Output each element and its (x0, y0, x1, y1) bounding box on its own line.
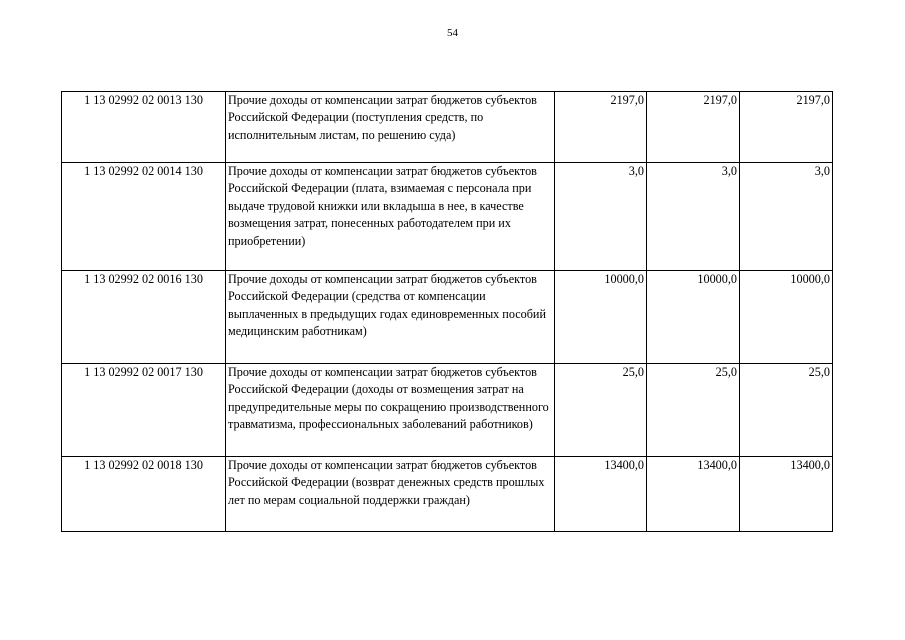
amount-cell: 25,0 (555, 364, 647, 457)
table-row (62, 271, 833, 364)
revenue-code: 1 13 02992 02 0014 130 (62, 163, 226, 271)
amount-cell: 13400,0 (555, 457, 647, 532)
page-number: 54 (447, 27, 458, 39)
revenue-description: Прочие доходы от компенсации затрат бюджетов субъектов Российской Федерации (доходы от возмещения затрат на предупредительные меры по сокращению производственного травматизма, профессиональных заболеваний работников) (226, 364, 555, 457)
revenue-code: 1 13 02992 02 0016 130 (62, 271, 226, 364)
table-row (62, 457, 833, 532)
revenue-description: Прочие доходы от компенсации затрат бюджетов субъектов Российской Федерации (плата, взимаемая с персонала при выдаче трудовой книжки или вкладыша в нее, в качестве возмещения затрат, понесенных работодателем при их приобретении) (226, 163, 555, 271)
amount-cell: 13400,0 (647, 457, 740, 532)
table-row (62, 163, 833, 271)
revenue-description: Прочие доходы от компенсации затрат бюджетов субъектов Российской Федерации (поступления средств, по исполнительным листам, по решению суда) (226, 92, 555, 163)
budget-revenue-table (61, 91, 833, 532)
revenue-description: Прочие доходы от компенсации затрат бюджетов субъектов Российской Федерации (средства от компенсации выплаченных в предыдущих годах единовременных пособий медицинским работникам) (226, 271, 555, 364)
revenue-code: 1 13 02992 02 0017 130 (62, 364, 226, 457)
table-row (62, 92, 833, 163)
amount-cell: 2197,0 (555, 92, 647, 163)
revenue-code: 1 13 02992 02 0018 130 (62, 457, 226, 532)
amount-cell: 2197,0 (647, 92, 740, 163)
amount-cell: 10000,0 (740, 271, 833, 364)
amount-cell: 3,0 (647, 163, 740, 271)
amount-cell: 25,0 (647, 364, 740, 457)
amount-cell: 3,0 (740, 163, 833, 271)
amount-cell: 10000,0 (555, 271, 647, 364)
amount-cell: 2197,0 (740, 92, 833, 163)
amount-cell: 13400,0 (740, 457, 833, 532)
revenue-code: 1 13 02992 02 0013 130 (62, 92, 226, 163)
amount-cell: 10000,0 (647, 271, 740, 364)
amount-cell: 25,0 (740, 364, 833, 457)
amount-cell: 3,0 (555, 163, 647, 271)
table-row (62, 364, 833, 457)
revenue-description: Прочие доходы от компенсации затрат бюджетов субъектов Российской Федерации (возврат денежных средств прошлых лет по мерам социальной поддержки граждан) (226, 457, 555, 532)
